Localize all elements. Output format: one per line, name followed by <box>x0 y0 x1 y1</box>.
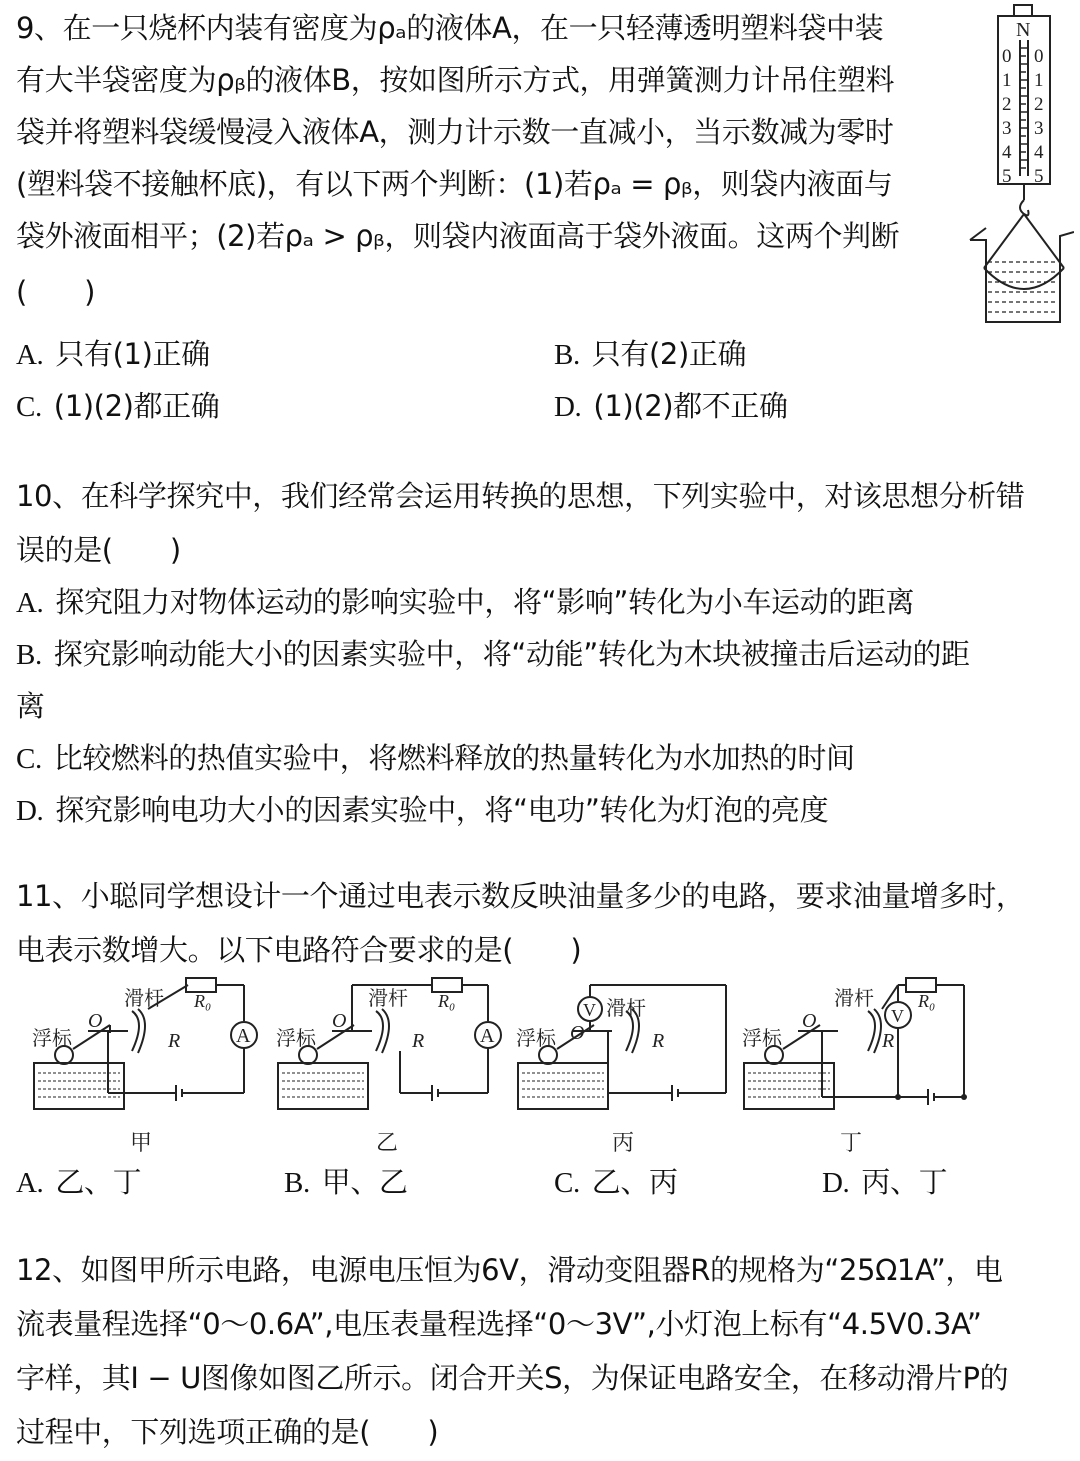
option-text: 甲、乙 <box>321 1165 408 1199</box>
circuit-caption: 丁 <box>840 1131 863 1156</box>
circuit-caption: 乙 <box>376 1131 399 1156</box>
option-text: 只有(1)正确 <box>55 337 210 371</box>
q9-line-6: ( ) <box>16 275 96 309</box>
svg-text:滑杆: 滑杆 <box>606 998 646 1020</box>
circuit-yi <box>272 975 502 1125</box>
q10-option-a[interactable] <box>16 582 914 623</box>
q11-option-b[interactable] <box>284 1162 408 1203</box>
svg-text:0: 0 <box>1034 46 1044 67</box>
q9-line-2: 有大半袋密度为ρᵦ的液体B，按如图所示方式，用弹簧测力计吊住塑料 <box>16 63 895 97</box>
junction-dot <box>895 1094 901 1100</box>
svg-text:O: O <box>88 1010 103 1032</box>
svg-text:5: 5 <box>1034 166 1044 187</box>
q9-line-1: 9、在一只烧杯内装有密度为ρₐ的液体A，在一只轻薄透明塑料袋中装 <box>16 11 884 45</box>
q11-option-a[interactable] <box>16 1162 141 1203</box>
svg-text:2: 2 <box>1002 94 1012 115</box>
svg-text:R: R <box>412 1030 425 1052</box>
unit-label: N <box>1016 19 1031 41</box>
q10-line-2: 误的是( ) <box>16 533 181 567</box>
option-text: 离 <box>16 689 45 723</box>
svg-text:A: A <box>480 1025 495 1047</box>
option-text: 探究阻力对物体运动的影响实验中，将“影响”转化为小车运动的距离 <box>55 585 915 619</box>
svg-text:R₀: R₀ <box>194 991 212 1011</box>
option-letter: A. <box>16 587 44 619</box>
q11-option-d[interactable] <box>822 1162 947 1203</box>
option-text: 乙、丁 <box>55 1165 142 1199</box>
svg-text:1: 1 <box>1034 70 1044 91</box>
option-text: 探究影响动能大小的因素实验中，将“动能”转化为木块被撞击后运动的距 <box>53 637 970 671</box>
q9-option-d[interactable] <box>554 386 788 427</box>
option-text: 丙、丁 <box>861 1165 948 1199</box>
q12-line-1: 12、如图甲所示电路，电源电压恒为6V，滑动变阻器R的规格为“25Ω1A”，电 <box>16 1253 1003 1287</box>
svg-text:R: R <box>882 1030 895 1052</box>
option-letter: A. <box>16 339 44 371</box>
q10-option-d[interactable] <box>16 790 828 831</box>
top-ring <box>1014 5 1032 16</box>
q12-line-4: 过程中，下列选项正确的是( ) <box>16 1415 439 1449</box>
svg-text:浮标: 浮标 <box>742 1028 782 1050</box>
q10-option-c[interactable] <box>16 738 855 779</box>
circuit-caption: 丙 <box>612 1131 635 1156</box>
spring-scale-figure <box>962 0 1074 330</box>
svg-text:0: 0 <box>1002 46 1012 67</box>
svg-text:O: O <box>570 1022 585 1044</box>
svg-text:浮标: 浮标 <box>32 1028 72 1050</box>
option-letter: C. <box>16 743 42 775</box>
option-letter: B. <box>554 339 580 371</box>
option-text: 探究影响电功大小的因素实验中，将“电功”转化为灯泡的亮度 <box>55 793 829 827</box>
svg-text:滑杆: 滑杆 <box>124 988 164 1010</box>
option-letter: C. <box>554 1167 580 1199</box>
option-letter: B. <box>284 1167 310 1199</box>
option-letter: B. <box>16 639 42 671</box>
q11-line-1: 11、小聪同学想设计一个通过电表示数反映油量多少的电路，要求油量增多时， <box>16 879 1025 913</box>
svg-text:R: R <box>168 1030 181 1052</box>
circuit-caption: 甲 <box>130 1131 153 1156</box>
svg-text:R₀: R₀ <box>438 991 456 1011</box>
q9-option-c[interactable] <box>16 386 219 427</box>
svg-text:滑杆: 滑杆 <box>834 988 874 1010</box>
plastic-bag <box>984 268 1064 289</box>
q11-line-2: 电表示数增大。以下电路符合要求的是( ) <box>16 933 582 967</box>
svg-text:2: 2 <box>1034 94 1044 115</box>
circuit-ding <box>738 975 974 1125</box>
svg-text:5: 5 <box>1002 166 1012 187</box>
q10-option-b-continued <box>16 686 45 726</box>
q10-option-b[interactable] <box>16 634 970 675</box>
svg-text:R: R <box>652 1030 665 1052</box>
option-letter: D. <box>822 1167 850 1199</box>
svg-text:O: O <box>802 1010 817 1032</box>
q12-line-3: 字样，其I − U图像如图乙所示。闭合开关S，为保证电路安全，在移动滑片P的 <box>16 1361 1009 1395</box>
svg-text:A: A <box>236 1025 251 1047</box>
svg-text:3: 3 <box>1002 118 1012 139</box>
q12-line-2: 流表量程选择“0～0.6A”,电压表量程选择“0～3V”,小灯泡上标有“4.5V0.3A” <box>16 1307 982 1341</box>
svg-text:1: 1 <box>1002 70 1012 91</box>
option-letter: D. <box>554 391 582 423</box>
q9-option-a[interactable] <box>16 334 210 375</box>
circuit-bing <box>512 975 742 1125</box>
svg-text:O: O <box>332 1010 347 1032</box>
option-text: (1)(2)都不正确 <box>593 389 788 423</box>
option-letter: A. <box>16 1167 44 1199</box>
svg-text:V: V <box>583 1000 596 1020</box>
q11-option-c[interactable] <box>554 1162 678 1203</box>
svg-text:浮标: 浮标 <box>516 1028 556 1050</box>
svg-text:滑杆: 滑杆 <box>368 988 408 1010</box>
svg-text:3: 3 <box>1034 118 1044 139</box>
beaker <box>970 232 1074 322</box>
option-text: (1)(2)都正确 <box>53 389 220 423</box>
svg-text:4: 4 <box>1002 142 1012 163</box>
junction-dot <box>961 1094 967 1100</box>
svg-text:R₀: R₀ <box>918 991 936 1011</box>
q9-line-4: (塑料袋不接触杯底)，有以下两个判断：(1)若ρₐ = ρᵦ，则袋内液面与 <box>16 167 893 201</box>
circuit-jia <box>28 975 258 1125</box>
q10-line-1: 10、在科学探究中，我们经常会运用转换的思想，下列实验中，对该思想分析错 <box>16 479 1025 513</box>
q9-line-3: 袋并将塑料袋缓慢浸入液体A，测力计示数一直减小，当示数减为零时 <box>16 115 894 149</box>
svg-text:浮标: 浮标 <box>276 1028 316 1050</box>
option-text: 比较燃料的热值实验中，将燃料释放的热量转化为水加热的时间 <box>53 741 855 775</box>
svg-text:V: V <box>891 1006 904 1026</box>
svg-text:4: 4 <box>1034 142 1044 163</box>
option-text: 只有(2)正确 <box>591 337 747 371</box>
option-letter: C. <box>16 391 42 423</box>
q9-option-b[interactable] <box>554 334 746 375</box>
q9-line-5: 袋外液面相平；(2)若ρₐ > ρᵦ，则袋内液面高于袋外液面。这两个判断 <box>16 219 900 253</box>
option-letter: D. <box>16 795 44 827</box>
option-text: 乙、丙 <box>591 1165 678 1199</box>
